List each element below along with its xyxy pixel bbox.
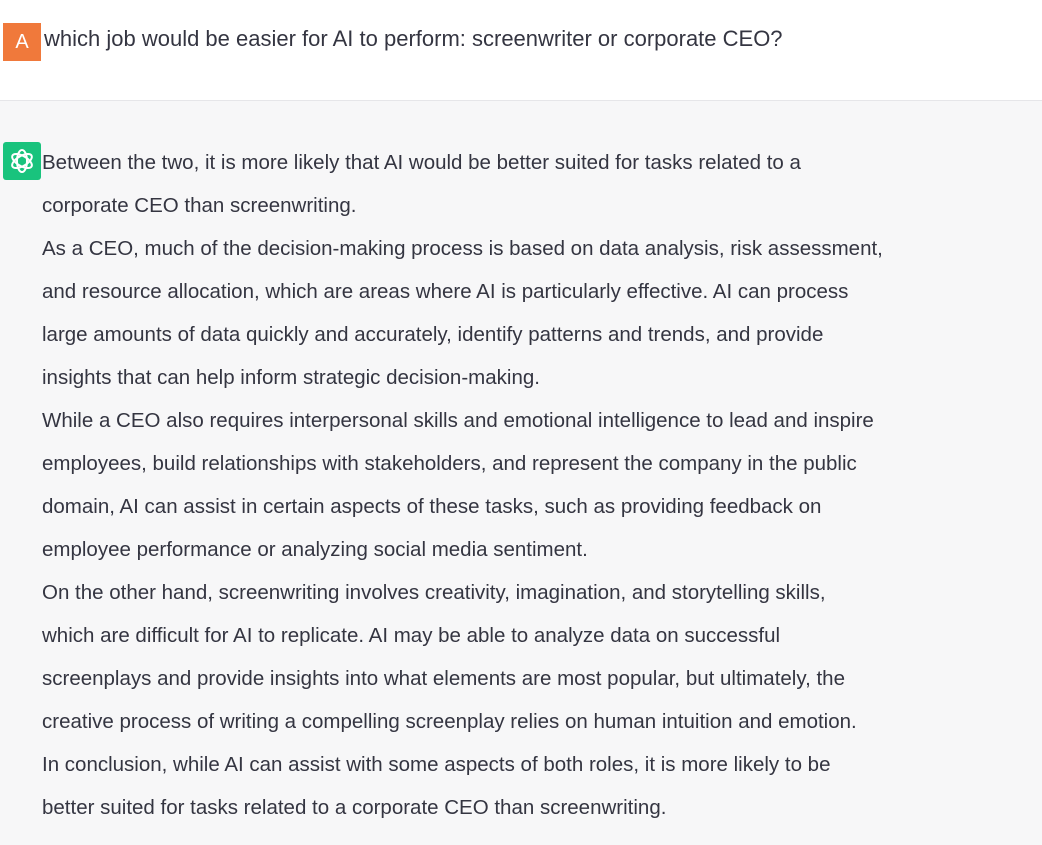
user-message-text[interactable]: which job would be easier for AI to perform: screenwriter or corporate CEO? bbox=[44, 26, 783, 51]
assistant-message-text[interactable] bbox=[42, 141, 1037, 829]
user-avatar: A bbox=[3, 23, 41, 61]
assistant-paragraph-1: Between the two, it is more likely that AI would be better suited for tasks related to a corporate CEO than screenwriting. bbox=[42, 151, 801, 217]
assistant-paragraph-4: On the other hand, screenwriting involves creativity, imagination, and storytelling skills, which are difficult for AI to replicate. AI may be able to analyze data on successful screenplays and provide insights into what elements are most popular, but ultimately, the creative process of writing a compelling screenplay relies on human intuition and emotion. bbox=[42, 581, 857, 733]
assistant-paragraph-5: In conclusion, while AI can assist with some aspects of both roles, it is more likely to be better suited for tasks related to a corporate CEO than screenwriting. bbox=[42, 753, 831, 819]
assistant-paragraph-3: While a CEO also requires interpersonal skills and emotional intelligence to lead and inspire employees, build relationships with stakeholders, and represent the company in the public domain, AI can assist in certain aspects of these tasks, such as providing feedback on employee performance or analyzing social media sentiment. bbox=[42, 409, 874, 561]
assistant-paragraph-2: As a CEO, much of the decision-making process is based on data analysis, risk assessment, and resource allocation, which are areas where AI is particularly effective. AI can process large amounts of data quickly and accurately, identify patterns and trends, and provide insights that can help inform strategic decision-making. bbox=[42, 237, 883, 389]
openai-logo-icon-svg bbox=[8, 147, 36, 175]
openai-logo-icon bbox=[3, 142, 41, 180]
user-message-row bbox=[0, 0, 1042, 101]
assistant-message-row bbox=[0, 101, 1042, 845]
